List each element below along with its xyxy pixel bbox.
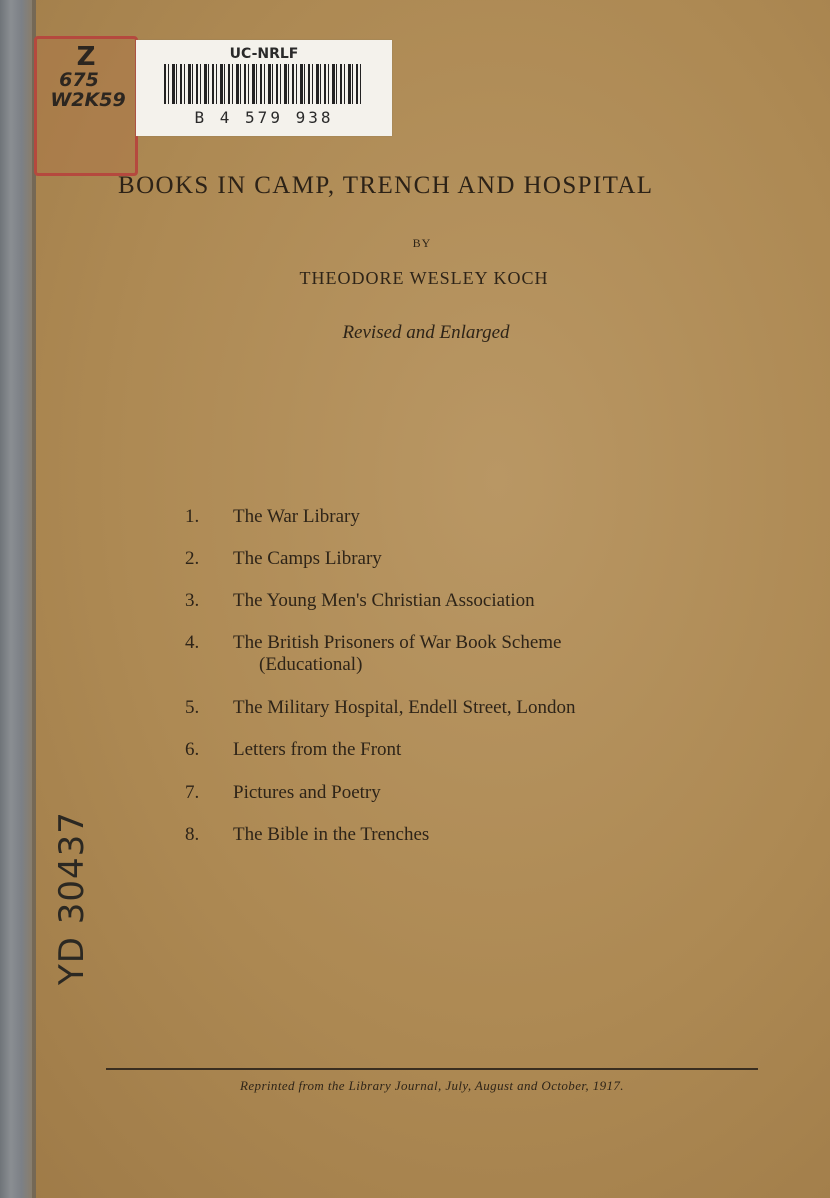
edition-note: Revised and Enlarged (342, 322, 510, 343)
author-name: THEODORE WESLEY KOCH (299, 268, 549, 288)
contents-item-number: 1. (185, 506, 200, 527)
contents-item-number: 4. (185, 632, 200, 653)
contents-item-title: The British Prisoners of War Book Scheme (233, 632, 562, 653)
contents-item (185, 739, 705, 761)
call-number-line-2: 675 (59, 69, 99, 92)
accession-number: YD 30437 (52, 811, 92, 985)
footer-rule (106, 1068, 758, 1070)
barcode-number: B 4 579 938 (194, 108, 334, 127)
barcode-icon (164, 64, 364, 104)
contents-item-title: The Military Hospital, Endell Street, London (233, 697, 576, 718)
contents-item-title: The Camps Library (233, 548, 382, 569)
contents-item-title: The Bible in the Trenches (233, 824, 430, 845)
contents-item (185, 824, 705, 846)
contents-item-title: The Young Men's Christian Association (233, 590, 535, 611)
call-number-line-1: Z (76, 42, 96, 72)
contents-item (185, 632, 705, 676)
book-spine (0, 0, 36, 1198)
contents-item-subtitle: (Educational) (259, 654, 363, 675)
contents-item-number: 7. (185, 782, 200, 803)
contents-item-title: The War Library (233, 506, 360, 527)
call-number-line-3: W2K59 (50, 89, 126, 112)
contents-item-number: 5. (185, 697, 200, 718)
contents-item (185, 506, 705, 528)
book-title: BOOKS IN CAMP, TRENCH AND HOSPITAL (118, 172, 654, 199)
contents-item-number: 2. (185, 548, 200, 569)
barcode-title: UC-NRLF (229, 46, 299, 62)
contents-item (185, 697, 705, 719)
reprint-note: Reprinted from the Library Journal, July, August and October, 1917. (240, 1078, 624, 1093)
contents-item (185, 782, 705, 804)
contents-item-number: 6. (185, 739, 200, 760)
call-number (38, 44, 134, 111)
contents-item-number: 3. (185, 590, 200, 611)
contents-item (185, 548, 705, 570)
contents-item-number: 8. (185, 824, 200, 845)
contents-item (185, 590, 705, 612)
contents-item-title: Letters from the Front (233, 739, 402, 760)
contents-item-title: Pictures and Poetry (233, 782, 381, 803)
barcode-sticker (136, 40, 392, 136)
by-line: BY (412, 236, 432, 250)
